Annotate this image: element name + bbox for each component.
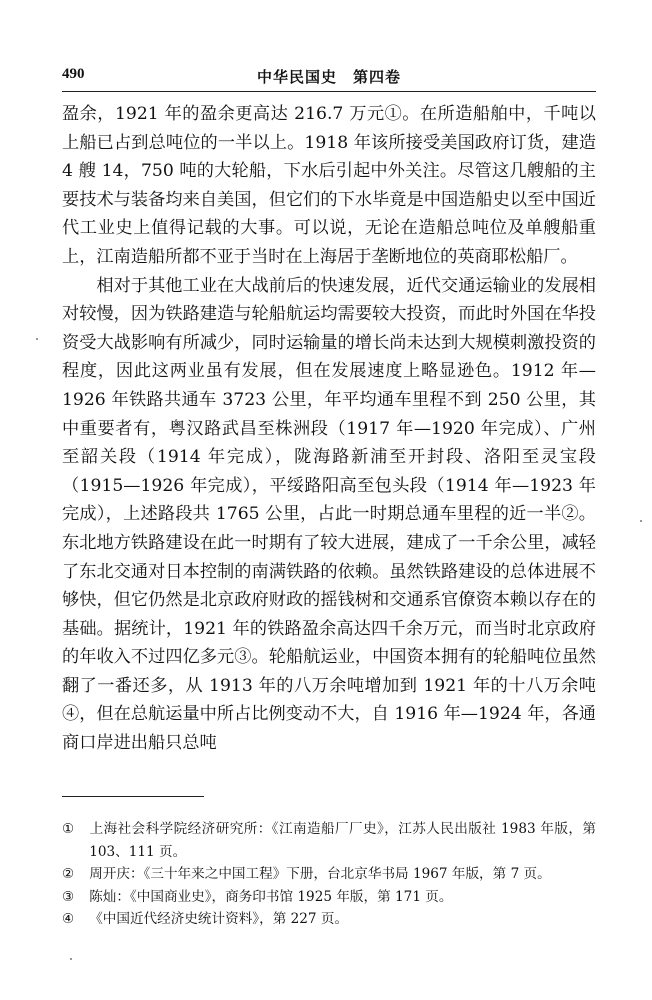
- page-number: 490: [62, 66, 85, 82]
- footnote-text: 上海社会科学院经济研究所：《江南造船厂厂史》，江苏人民出版社 1983 年版，第 103、111 页。: [89, 821, 596, 860]
- footnote-3: [62, 886, 596, 909]
- footnote-text: 陈灿：《中国商业史》，商务印书馆 1925 年版，第 171 页。: [89, 888, 453, 905]
- footnote-rule: [62, 796, 204, 797]
- footnote-marker: ③: [62, 888, 75, 905]
- footnote-marker: ①: [62, 821, 75, 837]
- scan-speck: [36, 338, 38, 340]
- header-rule: [62, 91, 596, 92]
- paragraph-2: 相对于其他工业在大战前后的快速发展，近代交通运输业的发展相对较慢，因为铁路建造与轮船航运均需要较大投资，而此时外国在华投资受大战影响有所减少，同时运输量的增长尚未达到大规模刺激投资的程度，因此这两业虽有发展，但在发展速度上略显逊色。1912 年—1926 年铁路共通车 3723 公里，年平均通车里程不到 250 公里，其中重要者有，粤汉路武昌至株洲段（1917 年—1920 年完成）、广州至韶关段（1914 年完成），陇海路新浦至开封段、洛阳至灵宝段（1915—1926 年完成），平绥路阳高至包头段（1914 年—1923 年完成），上述路段共 1765 公里，占此一时期总通车里程的近一半②。东北地方铁路建设在此一时期有了较大进展，建成了一千余公里，减轻了东北交通对日本控制的南满铁路的依赖。虽然铁路建设的总体进展不够快，但它仍然是北京政府财政的摇钱树和交通系官僚资本赖以存在的基础。据统计，1921 年的铁路盈余高达四千余万元，而当时北京政府的年收入不过四亿多元③。轮船航运业，中国资本拥有的轮船吨位虽然翻了一番还多，从 1913 年的八万余吨增加到 1921 年的十八万余吨④，但在总航运量中所占比例变动不大，自 1916 年—1924 年，各通商口岸进出船只总吨: [62, 275, 596, 754]
- footnote-text: 周开庆：《三十年来之中国工程》下册，台北京华书局 1967 年版，第 7 页。: [89, 866, 551, 882]
- footnotes: [62, 818, 596, 931]
- footnote-1: [62, 818, 596, 863]
- scan-speck: [70, 958, 72, 960]
- footnote-4: [62, 908, 596, 931]
- running-title: 中华民国史 第四卷: [256, 68, 401, 86]
- footnote-marker: ④: [62, 911, 75, 927]
- footnote-2: [62, 863, 596, 886]
- page-header: [62, 66, 596, 90]
- paragraph-1: 盈余，1921 年的盈余更高达 216.7 万元①。在所造船舶中，千吨以上船已占到总吨位的一半以上。1918 年该所接受美国政府订货，建造 4 艘 14，750 吨的大轮船，下水后引起中外关注。尽管这几艘船的主要技术与装备均来自美国，但它们的下水毕竟是中国造船史以至中国近代工业史上值得记载的大事。可以说，无论在造船总吨位及单艘船重上，江南造船所都不亚于当时在上海居于垄断地位的英商耶松船厂。: [62, 104, 596, 267]
- scan-speck: [640, 520, 642, 522]
- body-text: [62, 100, 596, 758]
- footnote-text: 《中国近代经济史统计资料》，第 227 页。: [89, 911, 349, 927]
- footnote-marker: ②: [62, 866, 75, 882]
